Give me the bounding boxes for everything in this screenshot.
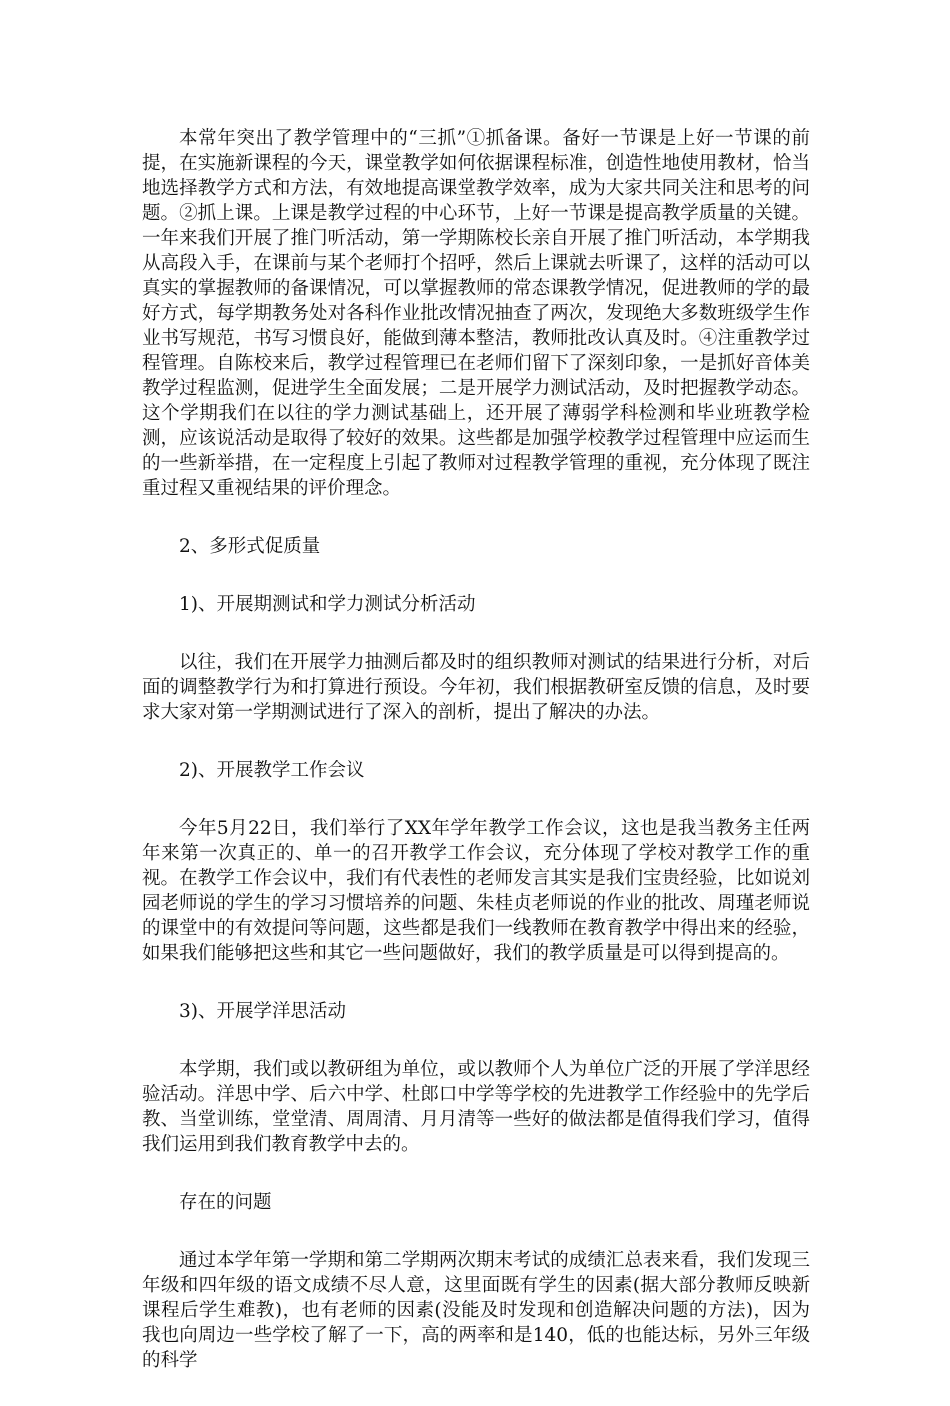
paragraph-existing-problems: 通过本学年第一学期和第二学期两次期末考试的成绩汇总表来看，我们发现三年级和四年级的语文成绩不尽人意，这里面既有学生的因素(据大部分教师反映新课程后学生难教)，也有老师的因素(没能及时发现和创造解决问题的方法)，因为我也向周边一些学校了解了一下，高的两率和是140，低的也能达标，另外三年级的科学 (142, 1250, 810, 1371)
document-body (142, 126, 810, 1406)
heading-multi-form-quality: 2、多形式促质量 (179, 536, 321, 557)
paragraph-test-analysis: 以往，我们在开展学力抽测后都及时的组织教师对测试的结果进行分析，对后面的调整教学行为和打算进行预设。今年初，我们根据教研室反馈的信息，及时要求大家对第一学期测试进行了深入的剖析，提出了解决的办法。 (142, 652, 810, 723)
paragraph-yangsi-activity: 本学期，我们或以教研组为单位，或以教师个人为单位广泛的开展了学洋思经验活动。洋思中学、后六中学、杜郎口中学等学校的先进教学工作经验中的先学后教、当堂训练，堂堂清、周周清、月月清等一些好的做法都是值得我们学习，值得我们运用到我们教育教学中去的。 (142, 1059, 810, 1155)
paragraph-three-grasps: 本常年突出了教学管理中的“三抓”①抓备课。备好一节课是上好一节课的前提，在实施新课程的今天，课堂教学如何依据课程标准，创造性地使用教材，恰当地选择教学方式和方法，有效地提高课堂教学效率，成为大家共同关注和思考的问题。②抓上课。上课是教学过程的中心环节，上好一节课是提高教学质量的关键。一年来我们开展了推门听活动，第一学期陈校长亲自开展了推门听活动，本学期我从高段入手，在课前与某个老师打个招呼，然后上课就去听课了，这样的活动可以真实的掌握教师的备课情况，可以掌握教师的常态课教学情况，促进教师的学的最好方式，每学期教务处对各科作业批改情况抽查了两次，发现绝大多数班级学生作业书写规范，书写习惯良好，能做到薄本整洁，教师批改认真及时。④注重教学过程管理。自陈校来后，教学过程管理已在老师们留下了深刻印象，一是抓好音体美教学过程监测，促进学生全面发展；二是开展学力测试活动，及时把握教学动态。这个学期我们在以往的学力测试基础上，还开展了薄弱学科检测和毕业班教学检测，应该说活动是取得了较好的效果。这些都是加强学校教学过程管理中应运而生的一些新举措，在一定程度上引起了教师对过程教学管理的重视，充分体现了既注重过程又重视结果的评价理念。 (142, 128, 810, 499)
heading-yangsi-activity: 3)、开展学洋思活动 (179, 1001, 346, 1022)
heading-test-analysis: 1)、开展期测试和学力测试分析活动 (179, 594, 476, 615)
paragraph-teaching-meeting: 今年5月22日，我们举行了XX年学年教学工作会议，这也是我当教务主任两年来第一次真正的、单一的召开教学工作会议，充分体现了学校对教学工作的重视。在教学工作会议中，我们有代表性的老师发言其实是我们宝贵经验，比如说刘园老师说的学生的学习习惯培养的问题、朱桂贞老师说的作业的批改、周瑾老师说的课堂中的有效提问等问题，这些都是我们一线教师在教育教学中得出来的经验，如果我们能够把这些和其它一些问题做好，我们的教学质量是可以得到提高的。 (142, 818, 810, 964)
heading-teaching-meeting: 2)、开展教学工作会议 (179, 760, 365, 781)
heading-existing-problems: 存在的问题 (179, 1192, 272, 1213)
